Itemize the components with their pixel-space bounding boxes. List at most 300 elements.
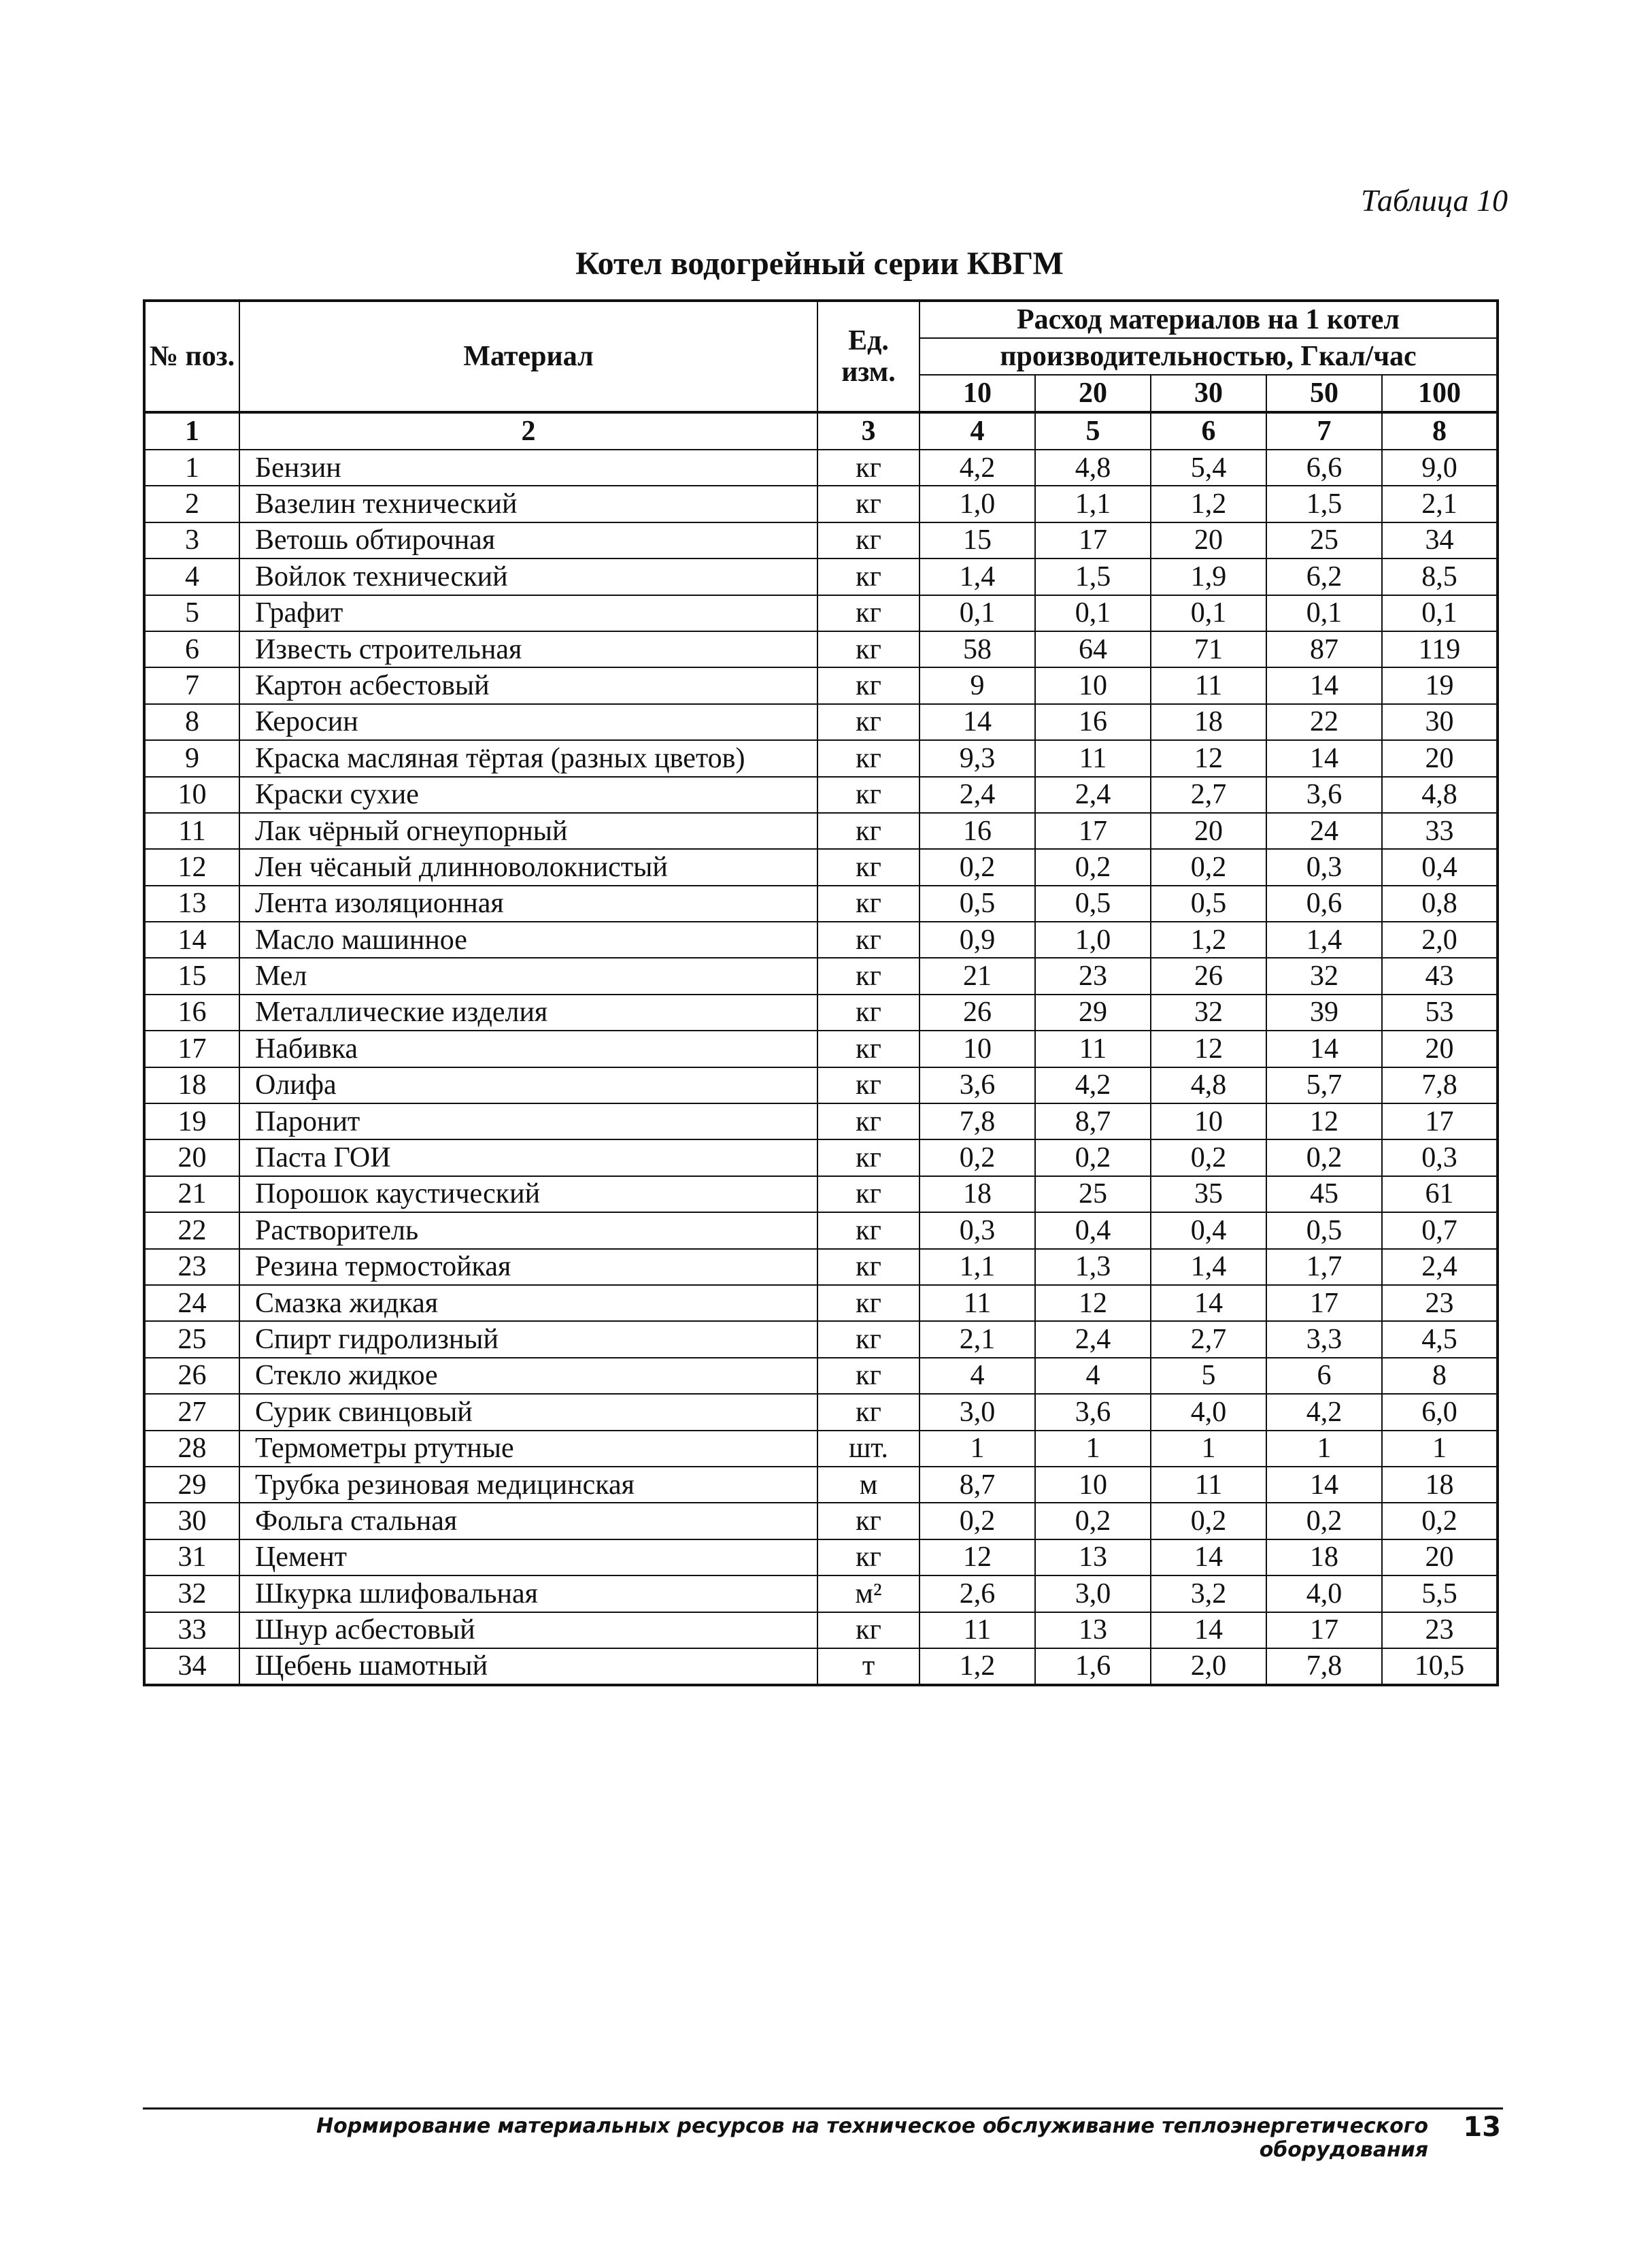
row-value: 20 <box>1382 740 1498 776</box>
row-number: 3 <box>144 522 239 558</box>
row-number: 28 <box>144 1431 239 1467</box>
row-unit: кг <box>817 995 919 1031</box>
table-row <box>144 1212 1498 1248</box>
row-material: Ветошь обтирочная <box>239 522 817 558</box>
row-value: 35 <box>1151 1176 1266 1212</box>
header-capacity: 20 <box>1035 375 1151 412</box>
row-value: 22 <box>1266 704 1382 740</box>
row-number: 18 <box>144 1067 239 1103</box>
row-value: 4,8 <box>1151 1067 1266 1103</box>
row-value: 4,8 <box>1382 777 1498 813</box>
row-value: 24 <box>1266 813 1382 849</box>
row-material: Трубка резиновая медицинская <box>239 1467 817 1503</box>
row-material: Краски сухие <box>239 777 817 813</box>
row-value: 20 <box>1151 522 1266 558</box>
row-value: 3,6 <box>1035 1394 1151 1430</box>
row-value: 2,1 <box>1382 486 1498 522</box>
table-row <box>144 667 1498 703</box>
row-value: 0,2 <box>1151 1139 1266 1175</box>
row-number: 11 <box>144 813 239 849</box>
row-value: 23 <box>1382 1285 1498 1321</box>
row-value: 14 <box>1266 1467 1382 1503</box>
row-number: 19 <box>144 1103 239 1139</box>
row-value: 6 <box>1266 1358 1382 1394</box>
row-number: 29 <box>144 1467 239 1503</box>
table-row <box>144 1575 1498 1612</box>
row-value: 2,1 <box>919 1321 1035 1357</box>
row-value: 0,5 <box>1266 1212 1382 1248</box>
row-number: 10 <box>144 777 239 813</box>
row-value: 34 <box>1382 522 1498 558</box>
row-value: 10,5 <box>1382 1648 1498 1685</box>
table-row <box>144 1067 1498 1103</box>
row-unit: кг <box>817 777 919 813</box>
row-value: 2,4 <box>1035 777 1151 813</box>
row-value: 11 <box>1035 1031 1151 1067</box>
row-material: Спирт гидролизный <box>239 1321 817 1357</box>
row-value: 12 <box>919 1539 1035 1575</box>
row-value: 29 <box>1035 995 1151 1031</box>
row-value: 43 <box>1382 958 1498 994</box>
row-value: 23 <box>1382 1612 1498 1648</box>
row-value: 119 <box>1382 631 1498 667</box>
row-value: 0,1 <box>1382 595 1498 631</box>
row-unit: кг <box>817 522 919 558</box>
row-number: 4 <box>144 558 239 595</box>
row-number: 15 <box>144 958 239 994</box>
row-value: 1 <box>1266 1431 1382 1467</box>
row-unit: кг <box>817 1176 919 1212</box>
row-unit: т <box>817 1648 919 1685</box>
row-value: 8,7 <box>1035 1103 1151 1139</box>
row-material: Щебень шамотный <box>239 1648 817 1685</box>
row-value: 0,5 <box>1035 886 1151 922</box>
row-number: 14 <box>144 922 239 958</box>
row-number: 31 <box>144 1539 239 1575</box>
row-value: 2,4 <box>1035 1321 1151 1357</box>
row-value: 53 <box>1382 995 1498 1031</box>
row-number: 32 <box>144 1575 239 1612</box>
column-number: 6 <box>1151 412 1266 450</box>
row-unit: кг <box>817 886 919 922</box>
row-value: 11 <box>919 1612 1035 1648</box>
row-value: 3,6 <box>919 1067 1035 1103</box>
row-number: 25 <box>144 1321 239 1357</box>
row-value: 14 <box>1266 667 1382 703</box>
row-value: 1 <box>1382 1431 1498 1467</box>
row-value: 1,2 <box>1151 922 1266 958</box>
row-value: 0,2 <box>1151 1503 1266 1539</box>
row-value: 4,0 <box>1151 1394 1266 1430</box>
row-unit: м <box>817 1467 919 1503</box>
row-value: 1,0 <box>919 486 1035 522</box>
row-unit: кг <box>817 1067 919 1103</box>
table-row <box>144 740 1498 776</box>
column-number: 3 <box>817 412 919 450</box>
row-material: Набивка <box>239 1031 817 1067</box>
row-value: 0,3 <box>1266 849 1382 885</box>
row-material: Фольга стальная <box>239 1503 817 1539</box>
footer-divider <box>143 2107 1503 2109</box>
row-value: 17 <box>1382 1103 1498 1139</box>
row-material: Графит <box>239 595 817 631</box>
row-value: 1 <box>919 1431 1035 1467</box>
row-value: 0,9 <box>919 922 1035 958</box>
row-unit: кг <box>817 1394 919 1430</box>
row-unit: м² <box>817 1575 919 1612</box>
row-unit: кг <box>817 813 919 849</box>
row-value: 15 <box>919 522 1035 558</box>
materials-table <box>143 299 1499 1686</box>
row-value: 5 <box>1151 1358 1266 1394</box>
row-value: 1,4 <box>1266 922 1382 958</box>
row-number: 24 <box>144 1285 239 1321</box>
table-row <box>144 922 1498 958</box>
row-value: 0,2 <box>1035 1139 1151 1175</box>
row-unit: кг <box>817 558 919 595</box>
row-value: 0,1 <box>919 595 1035 631</box>
row-unit: кг <box>817 1139 919 1175</box>
column-number: 8 <box>1382 412 1498 450</box>
row-value: 12 <box>1035 1285 1151 1321</box>
row-material: Паста ГОИ <box>239 1139 817 1175</box>
row-value: 32 <box>1266 958 1382 994</box>
row-value: 18 <box>1151 704 1266 740</box>
row-value: 7,8 <box>1382 1067 1498 1103</box>
row-value: 8,5 <box>1382 558 1498 595</box>
row-value: 0,2 <box>1382 1503 1498 1539</box>
row-value: 14 <box>1266 1031 1382 1067</box>
row-value: 25 <box>1035 1176 1151 1212</box>
row-number: 7 <box>144 667 239 703</box>
table-row <box>144 886 1498 922</box>
row-value: 1,1 <box>1035 486 1151 522</box>
row-value: 2,0 <box>1382 922 1498 958</box>
row-value: 16 <box>919 813 1035 849</box>
row-unit: кг <box>817 450 919 486</box>
table-row <box>144 1358 1498 1394</box>
table-row <box>144 486 1498 522</box>
row-value: 5,5 <box>1382 1575 1498 1612</box>
row-value: 2,0 <box>1151 1648 1266 1685</box>
table-row <box>144 1285 1498 1321</box>
table-row <box>144 1321 1498 1357</box>
row-value: 10 <box>919 1031 1035 1067</box>
row-material: Лак чёрный огнеупорный <box>239 813 817 849</box>
row-unit: кг <box>817 958 919 994</box>
table-row <box>144 1176 1498 1212</box>
table-row <box>144 1648 1498 1685</box>
row-value: 14 <box>919 704 1035 740</box>
row-value: 16 <box>1035 704 1151 740</box>
table-row <box>144 1103 1498 1139</box>
row-value: 8,7 <box>919 1467 1035 1503</box>
row-value: 32 <box>1151 995 1266 1031</box>
column-number: 2 <box>239 412 817 450</box>
row-value: 0,2 <box>1266 1139 1382 1175</box>
row-number: 30 <box>144 1503 239 1539</box>
table-label: Таблица 10 <box>1360 183 1508 218</box>
header-capacity: 50 <box>1266 375 1382 412</box>
row-value: 10 <box>1035 1467 1151 1503</box>
row-value: 87 <box>1266 631 1382 667</box>
row-value: 11 <box>1035 740 1151 776</box>
row-value: 14 <box>1151 1285 1266 1321</box>
row-value: 10 <box>1151 1103 1266 1139</box>
row-value: 13 <box>1035 1612 1151 1648</box>
row-unit: кг <box>817 922 919 958</box>
row-unit: кг <box>817 1249 919 1285</box>
header-capacity: 30 <box>1151 375 1266 412</box>
row-value: 11 <box>1151 1467 1266 1503</box>
row-value: 4,8 <box>1035 450 1151 486</box>
row-value: 1,5 <box>1266 486 1382 522</box>
row-number: 8 <box>144 704 239 740</box>
row-unit: кг <box>817 1539 919 1575</box>
row-material: Порошок каустический <box>239 1176 817 1212</box>
row-value: 30 <box>1382 704 1498 740</box>
row-value: 14 <box>1151 1612 1266 1648</box>
row-material: Лента изоляционная <box>239 886 817 922</box>
row-value: 0,4 <box>1382 849 1498 885</box>
row-material: Резина термостойкая <box>239 1249 817 1285</box>
row-unit: кг <box>817 631 919 667</box>
row-number: 1 <box>144 450 239 486</box>
row-value: 6,2 <box>1266 558 1382 595</box>
row-value: 3,2 <box>1151 1575 1266 1612</box>
row-number: 23 <box>144 1249 239 1285</box>
header-capacity: 10 <box>919 375 1035 412</box>
row-number: 6 <box>144 631 239 667</box>
table-row <box>144 1503 1498 1539</box>
row-value: 1 <box>1035 1431 1151 1467</box>
page-footer: Нормирование материальных ресурсов на техническое обслуживание теплоэнергетического оборудования <box>316 2114 1428 2162</box>
row-unit: кг <box>817 704 919 740</box>
row-value: 0,3 <box>1382 1139 1498 1175</box>
row-unit: кг <box>817 1358 919 1394</box>
row-value: 0,2 <box>919 1139 1035 1175</box>
row-value: 7,8 <box>919 1103 1035 1139</box>
row-unit: кг <box>817 486 919 522</box>
row-value: 0,2 <box>1035 849 1151 885</box>
row-value: 2,7 <box>1151 1321 1266 1357</box>
row-value: 4,2 <box>1266 1394 1382 1430</box>
row-value: 4 <box>919 1358 1035 1394</box>
row-number: 5 <box>144 595 239 631</box>
table-row <box>144 958 1498 994</box>
row-unit: кг <box>817 1285 919 1321</box>
row-material: Паронит <box>239 1103 817 1139</box>
row-value: 0,2 <box>919 1503 1035 1539</box>
row-value: 0,8 <box>1382 886 1498 922</box>
row-unit: кг <box>817 667 919 703</box>
row-value: 4,0 <box>1266 1575 1382 1612</box>
row-value: 4,5 <box>1382 1321 1498 1357</box>
row-value: 0,1 <box>1151 595 1266 631</box>
row-material: Вазелин технический <box>239 486 817 522</box>
row-value: 0,6 <box>1266 886 1382 922</box>
row-value: 0,2 <box>1151 849 1266 885</box>
row-value: 1,7 <box>1266 1249 1382 1285</box>
row-material: Бензин <box>239 450 817 486</box>
table-row <box>144 704 1498 740</box>
row-value: 3,3 <box>1266 1321 1382 1357</box>
row-material: Краска масляная тёртая (разных цветов) <box>239 740 817 776</box>
row-material: Войлок технический <box>239 558 817 595</box>
row-material: Шнур асбестовый <box>239 1612 817 1648</box>
table-row <box>144 595 1498 631</box>
table-row <box>144 1467 1498 1503</box>
row-material: Известь строительная <box>239 631 817 667</box>
table-title: Котел водогрейный серии КВГМ <box>575 246 1064 282</box>
row-value: 5,7 <box>1266 1067 1382 1103</box>
row-number: 16 <box>144 995 239 1031</box>
row-number: 26 <box>144 1358 239 1394</box>
row-material: Сурик свинцовый <box>239 1394 817 1430</box>
row-value: 14 <box>1151 1539 1266 1575</box>
table-body <box>144 450 1498 1685</box>
row-material: Термометры ртутные <box>239 1431 817 1467</box>
row-material: Металлические изделия <box>239 995 817 1031</box>
table-row <box>144 522 1498 558</box>
row-value: 1 <box>1151 1431 1266 1467</box>
row-value: 3,0 <box>1035 1575 1151 1612</box>
row-value: 26 <box>919 995 1035 1031</box>
row-number: 13 <box>144 886 239 922</box>
row-value: 0,2 <box>1035 1503 1151 1539</box>
column-number: 5 <box>1035 412 1151 450</box>
table-row <box>144 1031 1498 1067</box>
table-row <box>144 1139 1498 1175</box>
row-value: 4 <box>1035 1358 1151 1394</box>
row-value: 2,4 <box>1382 1249 1498 1285</box>
row-number: 9 <box>144 740 239 776</box>
table-row <box>144 558 1498 595</box>
row-value: 9,0 <box>1382 450 1498 486</box>
row-value: 14 <box>1266 740 1382 776</box>
table-row <box>144 631 1498 667</box>
row-unit: кг <box>817 849 919 885</box>
column-number: 1 <box>144 412 239 450</box>
row-value: 17 <box>1035 522 1151 558</box>
row-material: Шкурка шлифовальная <box>239 1575 817 1612</box>
row-number: 27 <box>144 1394 239 1430</box>
row-number: 20 <box>144 1139 239 1175</box>
row-number: 2 <box>144 486 239 522</box>
row-material: Масло машинное <box>239 922 817 958</box>
row-value: 13 <box>1035 1539 1151 1575</box>
row-value: 0,5 <box>1151 886 1266 922</box>
row-value: 3,6 <box>1266 777 1382 813</box>
row-value: 71 <box>1151 631 1266 667</box>
row-material: Лен чёсаный длинноволокнистый <box>239 849 817 885</box>
row-material: Смазка жидкая <box>239 1285 817 1321</box>
row-value: 58 <box>919 631 1035 667</box>
row-value: 10 <box>1035 667 1151 703</box>
row-value: 61 <box>1382 1176 1498 1212</box>
row-value: 0,2 <box>1266 1503 1382 1539</box>
row-value: 4,2 <box>1035 1067 1151 1103</box>
row-value: 33 <box>1382 813 1498 849</box>
row-value: 45 <box>1266 1176 1382 1212</box>
row-value: 12 <box>1266 1103 1382 1139</box>
row-value: 17 <box>1266 1612 1382 1648</box>
row-value: 64 <box>1035 631 1151 667</box>
row-value: 25 <box>1266 522 1382 558</box>
row-value: 9 <box>919 667 1035 703</box>
row-value: 0,3 <box>919 1212 1035 1248</box>
row-value: 2,4 <box>919 777 1035 813</box>
table-row <box>144 777 1498 813</box>
row-unit: шт. <box>817 1431 919 1467</box>
row-value: 0,4 <box>1035 1212 1151 1248</box>
row-value: 1,4 <box>919 558 1035 595</box>
row-value: 12 <box>1151 740 1266 776</box>
row-value: 0,1 <box>1035 595 1151 631</box>
row-number: 21 <box>144 1176 239 1212</box>
row-value: 1,5 <box>1035 558 1151 595</box>
row-unit: кг <box>817 740 919 776</box>
table-row <box>144 1249 1498 1285</box>
row-value: 20 <box>1382 1539 1498 1575</box>
row-value: 1,6 <box>1035 1648 1151 1685</box>
row-value: 21 <box>919 958 1035 994</box>
row-value: 0,2 <box>919 849 1035 885</box>
row-value: 18 <box>919 1176 1035 1212</box>
row-value: 2,7 <box>1151 777 1266 813</box>
header-consumption-line1: Расход материалов на 1 котел <box>919 301 1498 338</box>
row-value: 18 <box>1382 1467 1498 1503</box>
row-value: 0,4 <box>1151 1212 1266 1248</box>
row-value: 1,0 <box>1035 922 1151 958</box>
row-unit: кг <box>817 1612 919 1648</box>
row-value: 9,3 <box>919 740 1035 776</box>
row-value: 5,4 <box>1151 450 1266 486</box>
row-material: Стекло жидкое <box>239 1358 817 1394</box>
row-value: 2,6 <box>919 1575 1035 1612</box>
table-row <box>144 450 1498 486</box>
row-value: 11 <box>919 1285 1035 1321</box>
row-material: Мел <box>239 958 817 994</box>
row-material: Олифа <box>239 1067 817 1103</box>
row-material: Керосин <box>239 704 817 740</box>
table-row <box>144 849 1498 885</box>
row-material: Картон асбестовый <box>239 667 817 703</box>
row-value: 17 <box>1035 813 1151 849</box>
row-value: 20 <box>1382 1031 1498 1067</box>
table-row <box>144 1431 1498 1467</box>
row-value: 11 <box>1151 667 1266 703</box>
row-value: 6,6 <box>1266 450 1382 486</box>
row-value: 7,8 <box>1266 1648 1382 1685</box>
row-value: 39 <box>1266 995 1382 1031</box>
row-unit: кг <box>817 1031 919 1067</box>
table-row <box>144 1394 1498 1430</box>
row-value: 1,2 <box>919 1648 1035 1685</box>
row-value: 1,1 <box>919 1249 1035 1285</box>
header-unit: Ед. изм. <box>817 301 919 412</box>
row-value: 1,9 <box>1151 558 1266 595</box>
row-value: 19 <box>1382 667 1498 703</box>
column-number: 4 <box>919 412 1035 450</box>
row-number: 34 <box>144 1648 239 1685</box>
table-row <box>144 995 1498 1031</box>
row-value: 23 <box>1035 958 1151 994</box>
row-value: 8 <box>1382 1358 1498 1394</box>
row-value: 20 <box>1151 813 1266 849</box>
row-unit: кг <box>817 1321 919 1357</box>
page-number: 13 <box>1463 2112 1501 2143</box>
